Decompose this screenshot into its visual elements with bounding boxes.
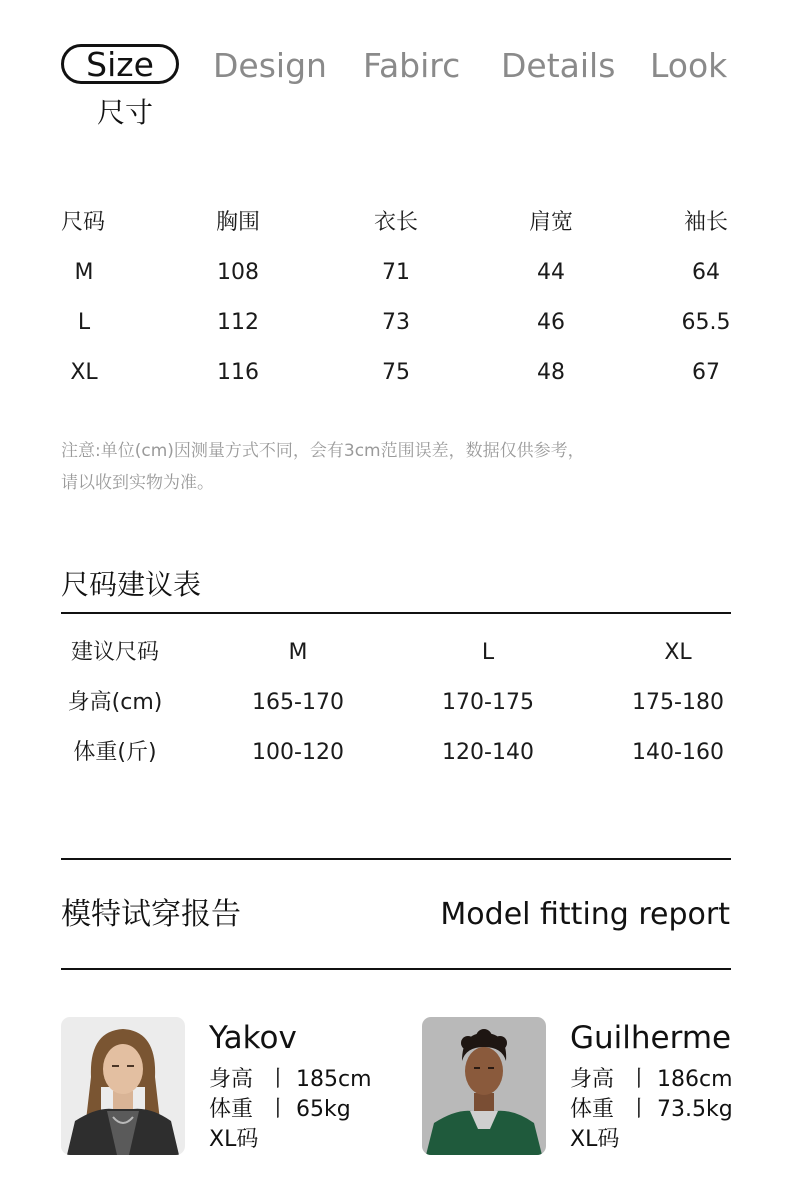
table-cell: 48 (537, 360, 565, 385)
model-portrait-guilherme (422, 1017, 546, 1155)
table-cell: 100-120 (252, 740, 344, 765)
size-header-chest: 胸围 (215, 210, 260, 235)
table-cell: 120-140 (442, 740, 534, 765)
divider (61, 858, 731, 860)
table-cell: 175-180 (632, 690, 724, 715)
model-height-yakov: 身高 丨 185cm (209, 1067, 372, 1092)
measurement-note-line2: 请以收到实物为准。 (61, 473, 214, 493)
model-size-guilherme: XL码 (570, 1127, 620, 1152)
rec-header-m: M (288, 640, 308, 665)
size-header-size: 尺码 (61, 210, 106, 235)
table-cell: 75 (382, 360, 410, 385)
report-title-cn: 模特试穿报告 (61, 897, 241, 932)
table-cell: 170-175 (442, 690, 534, 715)
model-photo-yakov (61, 1017, 185, 1155)
table-cell: 65.5 (681, 310, 731, 335)
model-name-yakov: Yakov (209, 1020, 297, 1056)
report-title-en: Model fitting report (440, 897, 730, 932)
recommendation-title: 尺码建议表 (61, 568, 202, 601)
tab-size[interactable] (61, 44, 179, 84)
table-cell: M (74, 260, 94, 285)
measurement-note-line1: 注意:单位(cm)因测量方式不同，会有3cm范围误差，数据仅供参考， (61, 441, 585, 461)
rec-header-xl: XL (664, 640, 692, 665)
tab-design[interactable]: Design (213, 46, 327, 85)
model-size-yakov: XL码 (209, 1127, 259, 1152)
rec-row-label-height: 身高(cm) (67, 690, 163, 715)
model-photo-guilherme (422, 1017, 546, 1155)
table-cell: L (77, 310, 91, 335)
table-cell: 140-160 (632, 740, 724, 765)
size-header-length: 衣长 (373, 210, 418, 235)
model-weight-yakov: 体重 丨 65kg (209, 1097, 351, 1122)
table-cell: 71 (382, 260, 410, 285)
model-name-guilherme: Guilherme (570, 1020, 732, 1056)
model-height-guilherme: 身高 丨 186cm (570, 1067, 733, 1092)
size-header-shoulder: 肩宽 (528, 210, 573, 235)
tab-fabric[interactable]: Fabirc (363, 46, 461, 85)
size-header-sleeve: 袖长 (683, 210, 728, 235)
table-cell: 108 (217, 260, 259, 285)
tab-details[interactable]: Details (501, 46, 616, 85)
table-cell: 112 (217, 310, 259, 335)
rec-header-l: L (481, 640, 495, 665)
table-cell: 73 (382, 310, 410, 335)
table-cell: 44 (537, 260, 565, 285)
divider (61, 968, 731, 970)
tab-size-label: Size (86, 44, 154, 84)
table-cell: 46 (537, 310, 565, 335)
model-weight-guilherme: 体重 丨 73.5kg (570, 1097, 733, 1122)
rec-header-label: 建议尺码 (70, 640, 159, 665)
table-cell: 165-170 (252, 690, 344, 715)
rec-row-label-weight: 体重(斤) (73, 740, 157, 765)
table-cell: XL (70, 360, 98, 385)
table-cell: 67 (692, 360, 720, 385)
divider (61, 612, 731, 614)
table-cell: 116 (217, 360, 259, 385)
model-portrait-yakov (61, 1017, 185, 1155)
tab-look[interactable]: Look (650, 46, 728, 85)
table-cell: 64 (692, 260, 720, 285)
tab-size-subtitle: 尺寸 (97, 96, 154, 129)
